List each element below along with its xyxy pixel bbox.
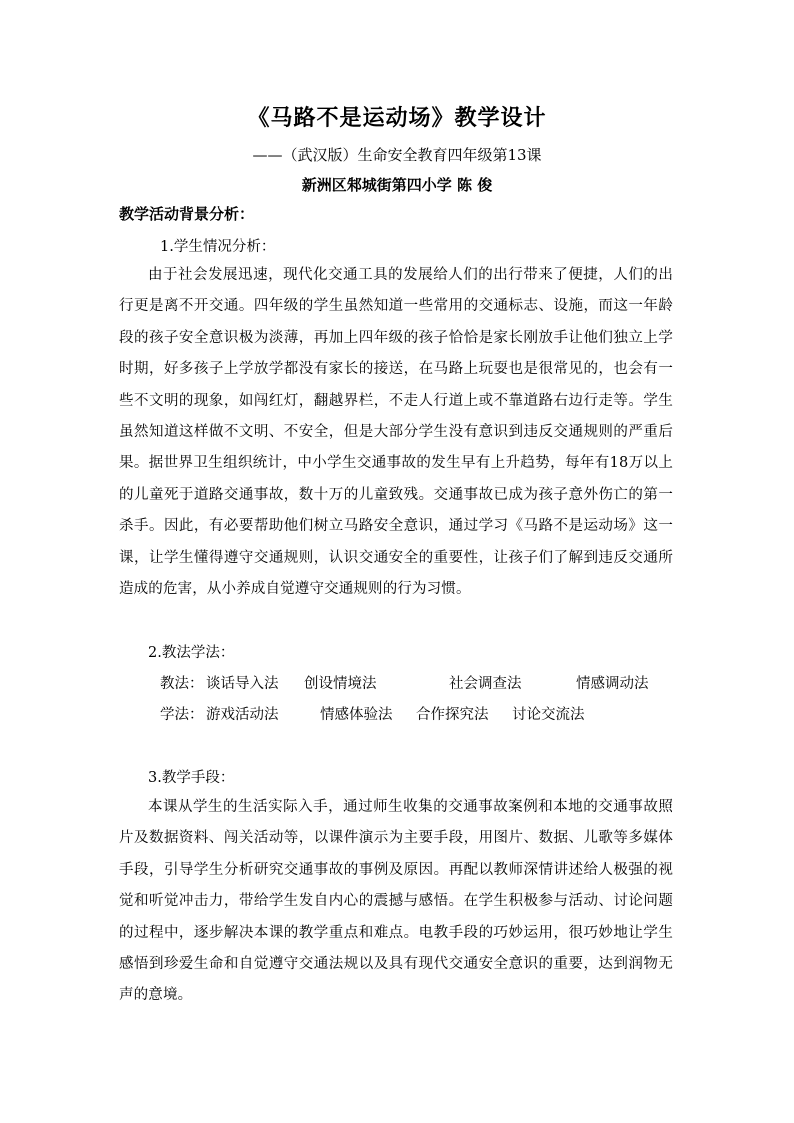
learning-method-item: 讨论交流法 [512, 707, 585, 723]
document-subtitle: ——（武汉版）生命安全教育四年级第13课 [252, 146, 542, 164]
learning-methods-label: 学法： [160, 707, 204, 723]
section-heading: 教学活动背景分析： [119, 205, 255, 223]
learning-method-item: 合作探究法 [416, 707, 489, 723]
teaching-method-item: 谈话导入法 [206, 676, 279, 692]
document-title: 《马路不是运动场》教学设计 [247, 105, 547, 131]
learning-method-item: 游戏活动法 [206, 707, 279, 723]
teaching-methods-label: 教法： [160, 676, 204, 692]
author-line: 新洲区邾城街第四小学 陈 俊 [301, 176, 493, 194]
methods-heading: 2.教法学法： [148, 645, 235, 661]
teaching-method-item: 社会调查法 [449, 676, 522, 692]
teaching-means-heading: 3.教学手段： [148, 770, 235, 786]
teaching-method-item: 创设情境法 [304, 676, 377, 692]
teaching-method-item: 情感调动法 [576, 676, 649, 692]
learning-method-item: 情感体验法 [320, 707, 393, 723]
student-analysis-heading: 1.学生情况分析： [160, 239, 276, 255]
student-analysis-paragraph: 由于社会发展迅速，现代化交通工具的发展给人们的出行带来了便捷，人们的出行更是离不开交通。四年级的学生虽然知道一些常用的交通标志、设施，而这一年龄段的孩子安全意识极为淡薄，再加上四年级的孩子恰恰是家长刚放手让他们独立上学时期，好多孩子上学放学都没有家长的接送，在马路上玩耍也是很常见的，也会有一些不文明的现象，如闯红灯，翻越界栏，不走人行道上或不靠道路右边行走等。学生虽然知道这样做不文明、不安全，但是大部分学生没有意识到违反交通规则的严重后果。据世界卫生组织统计，中小学生交通事故的发生早有上升趋势，每年有18万以上的儿童死于道路交通事故，数十万的儿童致残。交通事故已成为孩子意外伤亡的第一杀手。因此，有必要帮助他们树立马路安全意识，通过学习《马路不是运动场》这一课，让学生懂得遵守交通规则，认识交通安全的重要性，让孩子们了解到违反交通所造成的危害，从小养成自觉遵守交通规则的行为习惯。 [119, 267, 673, 598]
teaching-means-paragraph: 本课从学生的生活实际入手，通过师生收集的交通事故案例和本地的交通事故照片及数据资料、闯关活动等，以课件演示为主要手段，用图片、数据、儿歌等多媒体手段，引导学生分析研究交通事故的事例及原因。再配以教师深情讲述给人极强的视觉和听觉冲击力，带给学生发自内心的震撼与感悟。在学生积极参与活动、讨论问题的过程中，逐步解决本课的教学重点和难点。电教手段的巧妙运用，很巧妙地让学生感悟到珍爱生命和自觉遵守交通法规以及具有现代交通安全意识的重要，达到润物无声的意境。 [119, 799, 673, 1004]
learning-methods-line [160, 701, 680, 729]
teaching-methods-line [160, 670, 680, 698]
